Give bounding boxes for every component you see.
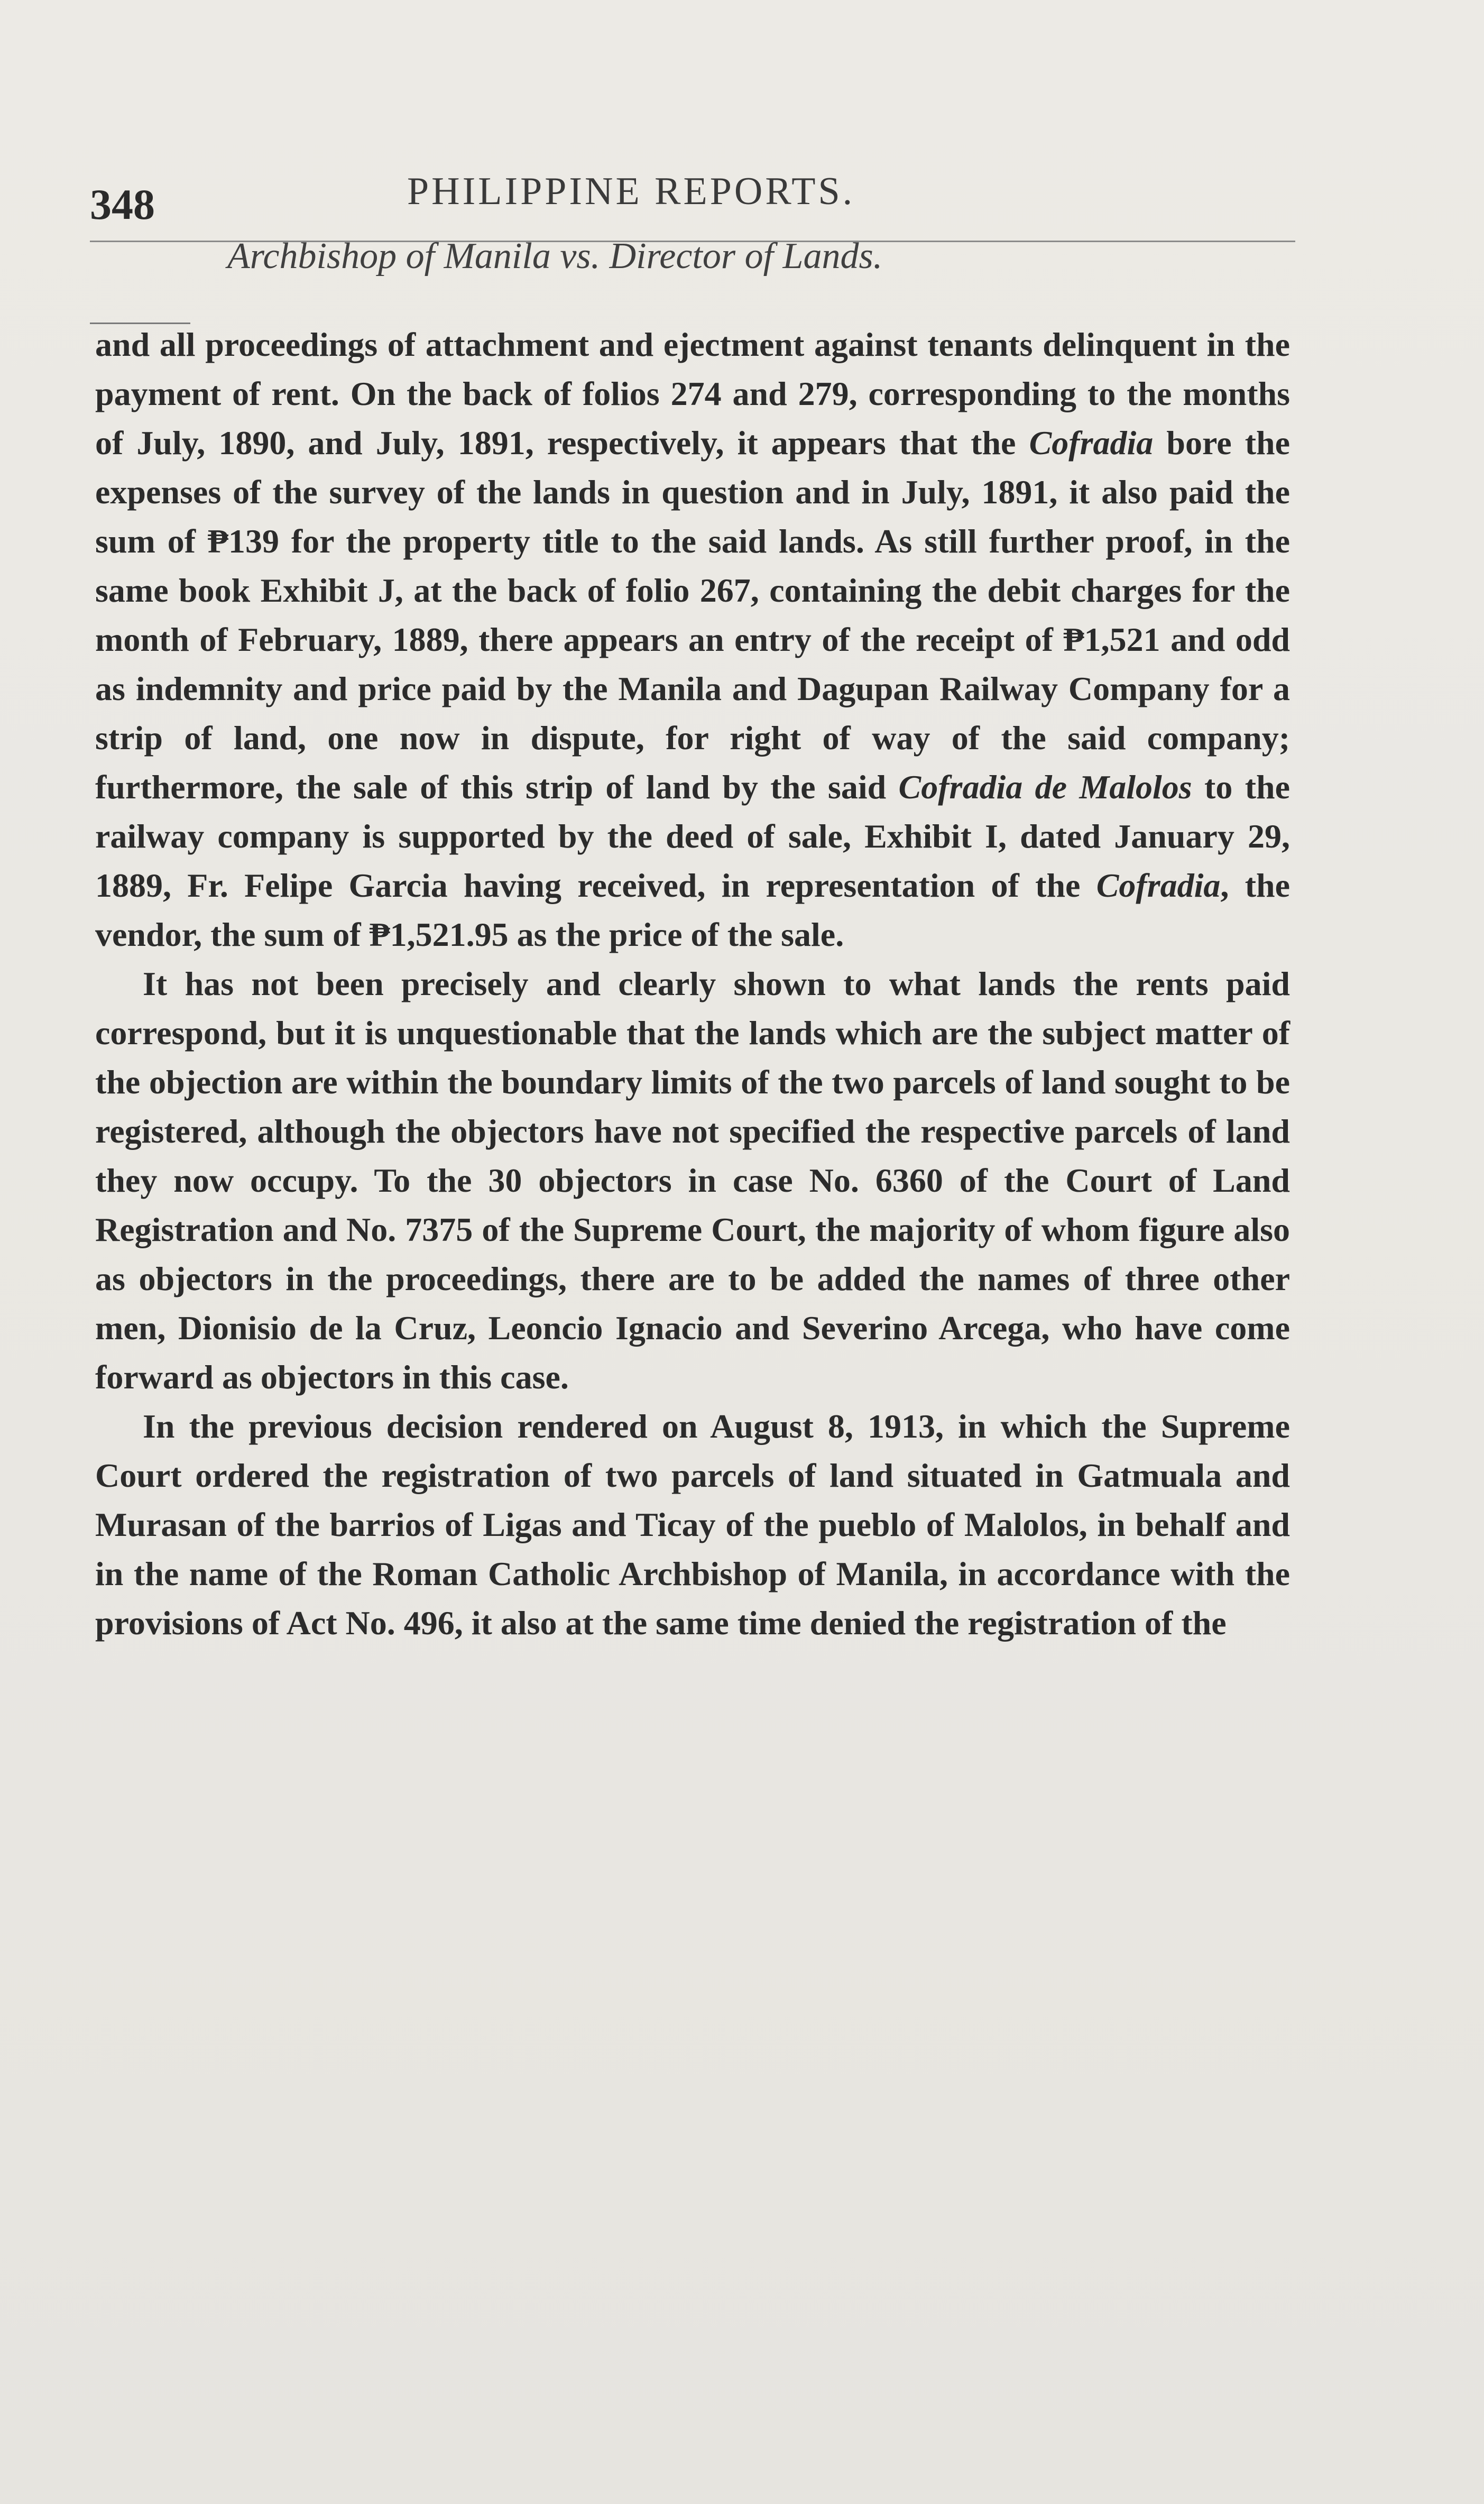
page-header bbox=[90, 159, 1306, 233]
page-number: 348 bbox=[90, 180, 155, 228]
text-run: and all proceedings of attachment and ejectment against tenants delinquent in the payment of rent. On the back of folios 274 and 279, corresponding to the months of July, 1890, and July, 1891, respectively, it appears that the bbox=[95, 326, 1290, 462]
text-run: It has not been precisely and clearly shown to what lands the rents paid correspond, but it is unquestionable that the lands which are the subject matter of the objection are within the boundary limits of the two parcels of land sought to be registered, although the objectors have not specified the respective parcels of land they now occupy. To the 30 objectors in case No. 6360 of the Court of Land Registration and No. 7375 of the Supreme Court, the majority of whom figure also as objectors in the proceedings, there are to be added the names of three other men, Dionisio de la Cruz, Leoncio Ignacio and Severino Arcega, who have come forward as objectors in this case. bbox=[95, 965, 1290, 1396]
italic-text-run: Cofradia de Malolos bbox=[898, 768, 1192, 806]
italic-text-run: Cofradia bbox=[1029, 424, 1154, 462]
text-run: to the railway company is supported by the deed of sale, Exhibit I, dated January 29, 1889, Fr. Felipe Garcia having received, in representation of the bbox=[95, 768, 1291, 904]
paragraph bbox=[95, 959, 1290, 1402]
body-text bbox=[95, 320, 1290, 1647]
text-run: bore the expenses of the survey of the lands in question and in July, 1891, it also paid the sum of ₱139 for the property title to the said lands. As still further proof, in the same book Exhibit J, at the back of folio 267, containing the debit charges for the month of February, 1889, there appears an entry of the receipt of ₱1,521 and odd as indemnity and price paid by the Manila and Dagupan Railway Company for a strip of land, one now in dispute, for right of way of the said company; furthermore, the sale of this strip of land by the said bbox=[95, 424, 1291, 806]
paragraph bbox=[95, 1402, 1290, 1647]
paragraph bbox=[95, 320, 1290, 959]
running-head: PHILIPPINE REPORTS. bbox=[407, 170, 855, 213]
text-run: In the previous decision rendered on August 8, 1913, in which the Supreme Court ordered the registration of two parcels of land situated in Gatmuala and Murasan of the barrios of Ligas and Ticay of the pueblo of Malolos, in behalf and in the name of the Roman Catholic Archbishop of Manila, in accordance with the provisions of Act No. 496, it also at the same time denied the registration of the bbox=[95, 1407, 1290, 1642]
text-run: , the vendor, the sum of ₱1,521.95 as the price of the sale. bbox=[95, 867, 1291, 953]
case-title: Archbishop of Manila vs. Director of Lands. bbox=[227, 236, 883, 277]
italic-text-run: Cofradia bbox=[1096, 867, 1221, 904]
